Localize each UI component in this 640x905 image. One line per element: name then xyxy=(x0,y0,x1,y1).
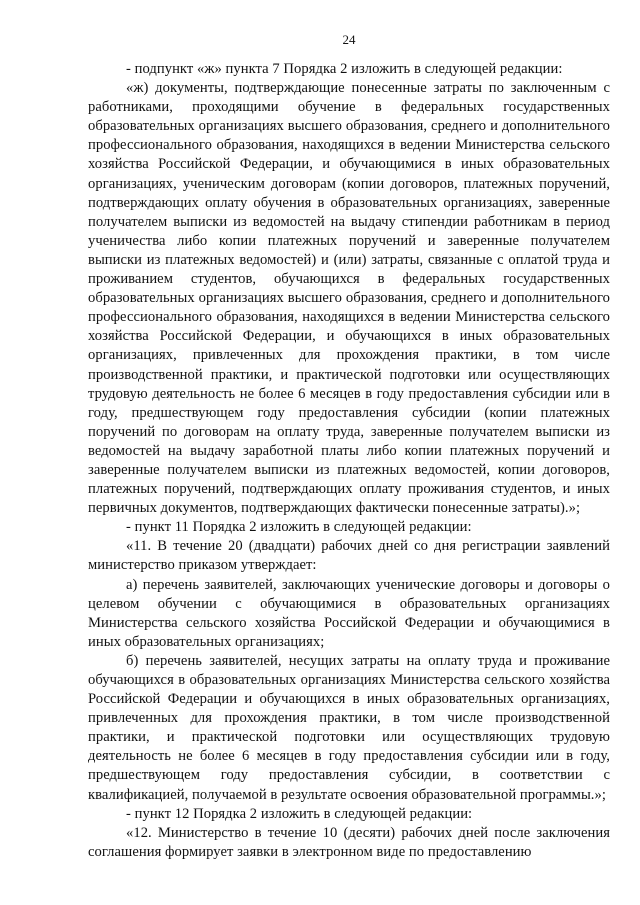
paragraph-4: «11. В течение 20 (двадцати) рабочих дней со дня регистрации заявлений министерство приказом утверждает: xyxy=(88,538,610,574)
paragraph-5: а) перечень заявителей, заключающих ученические договоры и договоры о целевом обучении с обучающимися в образовательных организациях Министерства сельского хозяйства Российской Федерации и обучающимися в иных образовательных организациях; xyxy=(88,576,610,650)
paragraph-2: «ж) документы, подтверждающие понесенные затраты по заключенным с работниками, проходящими обучение в федеральных государственных образовательных организациях высшего образования, среднего и дополнительного профессионального образования, находящихся в ведении Министерства сельского хозяйства Российской Федерации, и обучающимися в иных образовательных организациях, ученическим договорам (копии договоров, платежных поручений, подтверждающих оплату обучения в образовательных организациях, заверенные получателем выписки из ведомостей на выдачу стипендии работникам в период ученичества либо копии платежных поручений и заверенные получателем выписки из платежных ведомостей) и (или) затраты, связанные с оплатой труда и проживанием студентов, обучающихся в федеральных государственных образовательных организациях высшего образования, среднего и дополнительного профессионального образования, находящихся в ведении Министерства сельского хозяйства Российской Федерации, и обучающихся в иных образовательных организациях, привлеченных для прохождения практики, в том числе производственной практики, и практической подготовки или осуществляющих трудовую деятельность не более 6 месяцев в году предоставления субсидии или в году, предшествующем году предоставления субсидии (копии платежных поручений по договорам на оплату труда, заверенные получателем выписки из ведомостей на выдачу заработной платы либо копии платежных поручений и заверенные получателем выписки из платежных ведомостей, копии договоров, платежных поручений, подтверждающих оплату проживания студентов, и иных первичных документов, подтверждающих фактически понесенные затраты).»; xyxy=(88,80,610,517)
paragraph-8: «12. Министерство в течение 10 (десяти) рабочих дней после заключения соглашения формирует заявки в электронном виде по предоставлению xyxy=(88,824,610,860)
page-number: 24 xyxy=(342,32,356,47)
paragraph-3: - пункт 11 Порядка 2 изложить в следующей редакции: xyxy=(126,519,472,536)
document-body xyxy=(88,60,610,862)
paragraph-7: - пункт 12 Порядка 2 изложить в следующей редакции: xyxy=(126,805,473,822)
paragraph-6: б) перечень заявителей, несущих затраты на оплату труда и проживание обучающихся в образовательных организациях Министерства сельского хозяйства Российской Федерации и обучающихся в иных образовательных организациях, привлеченных для прохождения практики, в том числе производственной практики, и практической подготовки или осуществляющих трудовую деятельность не более 6 месяцев в году предоставления субсидии или в году, предшествующем году предоставления субсидии, в соответствии с квалификацией, получаемой в результате освоения образовательной программы.»; xyxy=(88,652,610,803)
paragraph-1: - подпункт «ж» пункта 7 Порядка 2 изложить в следующей редакции: xyxy=(126,61,563,77)
document-page xyxy=(88,30,610,862)
